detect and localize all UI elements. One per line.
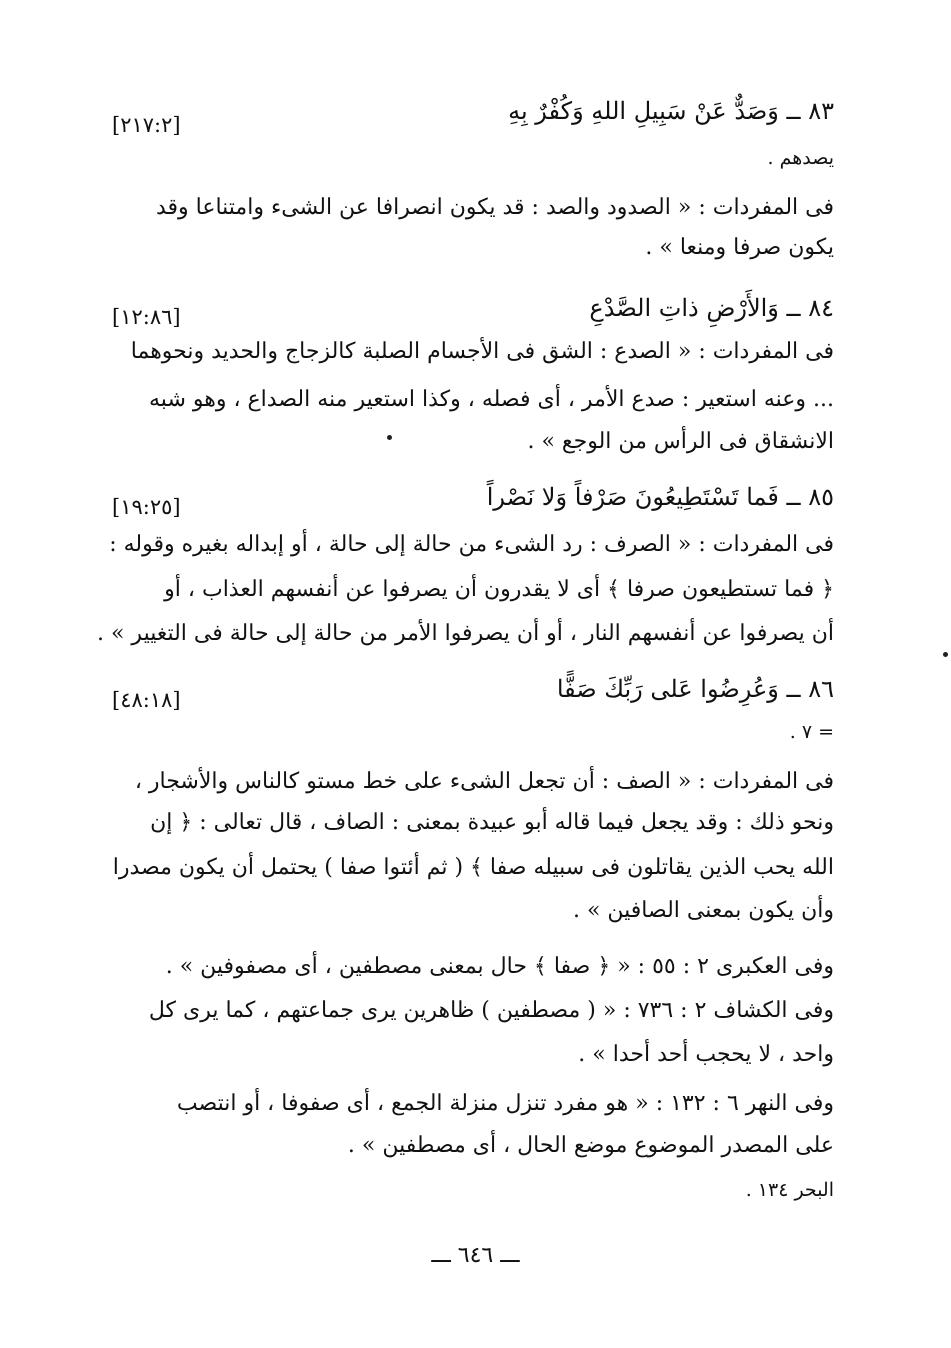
entry-heading: ٨٥ ــ فَما تَسْتَطِيعُونَ صَرْفاً وَلا نَصْراً [486,483,834,511]
text-line: وفى النهر ٦ : ١٣٢ : « هو مفرد تنزل منزلة الجمع ، أى صفوفا ، أو انتصب [176,1091,834,1116]
print-speck [943,652,948,657]
verse-reference: [٤٨:١٨] [112,688,181,712]
text-line: فى المفردات : « الصرف : رد الشىء من حالة إلى حالة ، أو إبداله بغيره وقوله : [109,532,834,557]
verse-reference: [١٢:٨٦] [112,305,181,329]
text-line: ونحو ذلك : وقد يجعل فيما قاله أبو عبيدة بمعنى : الصاف ، قال تعالى : ﴿ إن [150,810,834,835]
page-number: ـــ ٦٤٦ ـــ [431,1243,520,1268]
text-line: واحد ، لا يحجب أحد أحدا » . [578,1042,834,1067]
text-line: يكون صرفا ومنعا » . [645,235,834,260]
text-line: وأن يكون بمعنى الصافين » . [572,898,834,923]
entry-heading: ٨٤ ــ وَالأَرْضِ ذاتِ الصَّدْعِ [589,294,834,322]
text-line: الله يحب الذين يقاتلون فى سبيله صفا ﴾ ( ثم أئتوا صفا ) يحتمل أن يكون مصدرا [112,855,834,880]
verse-reference: [٢١٧:٢] [112,113,181,137]
text-line: يصدهم . [767,147,834,169]
text-line: وفى العكبرى ٢ : ٥٥ : « ﴿ صفا ﴾ حال بمعنى مصطفين ، أى مصفوفين » . [165,954,834,979]
text-line: الانشقاق فى الرأس من الوجع » . [527,429,834,454]
text-line: = ٧ . [789,721,834,743]
text-line: فى المفردات : « الصدع : الشق فى الأجسام الصلبة كالزجاج والحديد ونحوهما [130,339,834,364]
entry-heading: ٨٦ ــ وَعُرِضُوا عَلى رَبِّكَ صَفًّا [556,675,834,703]
text-line: على المصدر الموضوع موضع الحال ، أى مصطفين » . [347,1133,834,1158]
text-line: وفى الكشاف ٢ : ٧٣٦ : « ( مصطفين ) ظاهرين يرى جماعتهم ، كما يرى كل [148,998,834,1023]
entry-heading: ٨٣ ــ وَصَدٌّ عَنْ سَبِيلِ اللهِ وَكُفْرٌ بِهِ [508,97,834,125]
verse-reference: [١٩:٢٥] [112,495,181,519]
text-line: فى المفردات : « الصف : أن تجعل الشىء على خط مستو كالناس والأشجار ، [134,769,834,794]
print-speck [387,435,392,440]
text-line: ﴿ فما تستطيعون صرفا ﴾ أى لا يقدرون أن يصرفوا عن أنفسهم العذاب ، أو [164,577,834,602]
text-line: البحر ١٣٤ . [745,1179,834,1201]
text-line: فى المفردات : « الصدود والصد : قد يكون انصرافا عن الشىء وامتناعا وقد [155,195,834,220]
text-line: ... وعنه استعير : صدع الأمر ، أى فصله ، وكذا استعير منه الصداع ، وهو شبه [149,387,834,412]
text-line: أن يصرفوا عن أنفسهم النار ، أو أن يصرفوا الأمر من حالة إلى حالة فى التغيير » . [96,621,834,646]
